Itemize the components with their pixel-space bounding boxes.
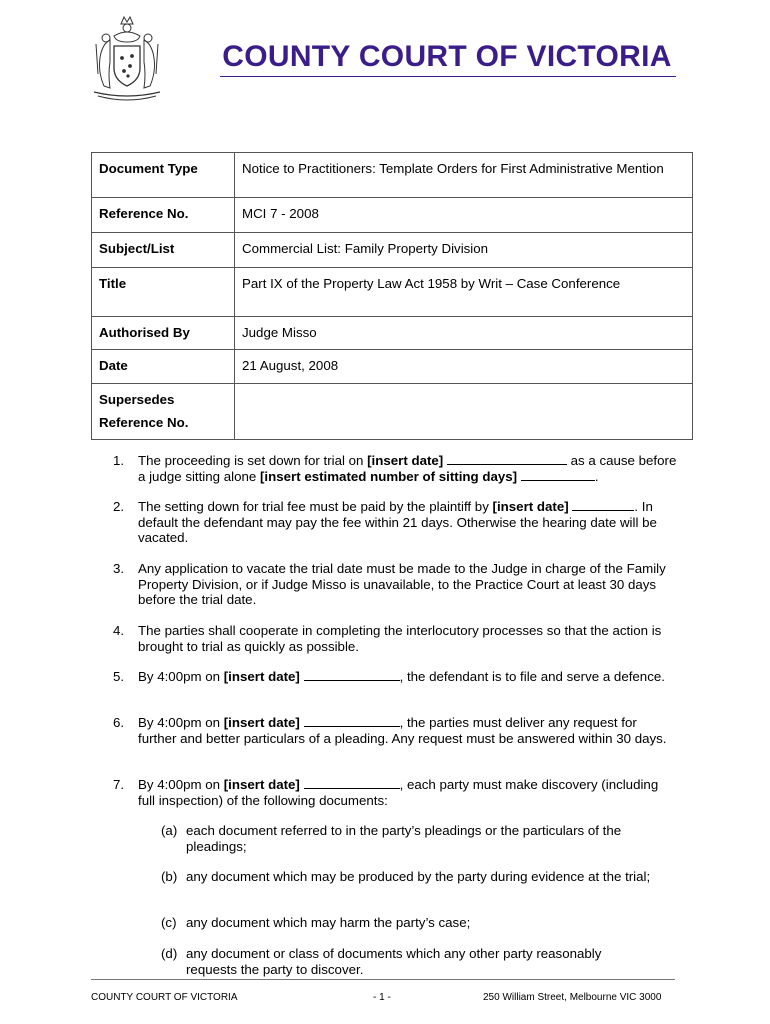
placeholder-date: [insert date] <box>223 715 300 730</box>
supersedes-ref-label: Reference No. <box>99 415 189 430</box>
text-fragment: , the parties must deliver any request for further and better particulars of a pleading. Any request must be answered within 30 days. <box>138 715 667 746</box>
item-text <box>138 715 678 746</box>
sub-item-text: any document or class of documents which any other party reasonably requests the party to discover. <box>186 946 602 977</box>
row-label: Document Type <box>92 153 235 198</box>
text-fragment: By 4:00pm on <box>138 777 224 792</box>
footer-court-name: COUNTY COURT OF VICTORIA <box>91 992 238 1003</box>
placeholder-date: [insert date] <box>223 777 300 792</box>
supersedes-label: Supersedes <box>99 392 175 407</box>
row-label: Subject/List <box>92 233 235 268</box>
row-label: Title <box>92 268 235 317</box>
fill-blank <box>572 499 634 511</box>
item-text <box>138 499 678 546</box>
document-details-table <box>91 152 693 440</box>
table-row <box>92 268 693 317</box>
row-value <box>235 384 693 440</box>
fill-blank <box>521 469 595 481</box>
text-fragment: . <box>594 468 599 484</box>
text-fragment: . In default the defendant may pay the fee within 21 days. Otherwise the hearing date will be vacated. <box>138 499 657 546</box>
title-underline <box>220 76 676 77</box>
text-fragment: The setting down for trial fee must be paid by the plaintiff by <box>138 499 493 514</box>
item-number: 6. <box>113 715 125 730</box>
item-text <box>138 669 678 685</box>
row-value: Notice to Practitioners: Template Orders for First Administrative Mention <box>235 153 693 198</box>
fill-blank <box>447 453 567 465</box>
fill-blank <box>304 715 400 727</box>
table-row <box>92 384 693 440</box>
coat-of-arms-icon <box>88 14 166 102</box>
text-fragment: as a cause before a judge sitting alone <box>138 453 677 484</box>
item-number: 4. <box>113 623 125 638</box>
item-number: 1. <box>113 453 125 468</box>
text-fragment: , the defendant is to file and serve a defence. <box>399 669 665 684</box>
page-number: - 1 - <box>373 992 391 1003</box>
item-text <box>138 453 678 484</box>
item-text: Any application to vacate the trial date must be made to the Judge in charge of the Family Property Division, or if Judge Misso is unavailable, to the Practice Court at least 30 days before the trial date. <box>138 561 666 608</box>
item-text: The parties shall cooperate in completing the interlocutory processes so that the action is brought to trial as quickly as possible. <box>138 623 662 654</box>
placeholder-days: [insert estimated number of sitting days] <box>259 468 518 484</box>
footer-address: 250 William Street, Melbourne VIC 3000 <box>483 992 662 1003</box>
item-number: 7. <box>113 777 125 792</box>
row-value: Judge Misso <box>235 317 693 350</box>
row-label: Date <box>92 350 235 384</box>
fill-blank <box>304 669 400 681</box>
text-fragment: , each party must make discovery (including full inspection) of the following documents: <box>138 777 659 808</box>
text-fragment: By 4:00pm on <box>138 669 224 684</box>
sub-item-letter: (d) <box>161 946 178 961</box>
placeholder-date: [insert date] <box>492 499 569 514</box>
text-fragment: The proceeding is set down for trial on <box>138 453 368 468</box>
placeholder-date: [insert date] <box>367 453 444 468</box>
row-value: Part IX of the Property Law Act 1958 by Writ – Case Conference <box>235 268 693 317</box>
row-label: Reference No. <box>92 198 235 233</box>
row-label: Authorised By <box>92 317 235 350</box>
sub-item-letter: (a) <box>161 823 178 838</box>
item-number: 5. <box>113 669 125 684</box>
table-row <box>92 233 693 268</box>
sub-item-text: any document which may harm the party’s case; <box>186 915 471 930</box>
item-number: 3. <box>113 561 125 576</box>
row-label <box>92 384 235 440</box>
row-value: 21 August, 2008 <box>235 350 693 384</box>
table-row <box>92 198 693 233</box>
table-row <box>92 317 693 350</box>
text-fragment: By 4:00pm on <box>138 715 224 730</box>
table-row <box>92 350 693 384</box>
sub-item-text: any document which may be produced by the party during evidence at the trial; <box>186 869 651 884</box>
item-text <box>138 777 678 808</box>
fill-blank <box>304 777 400 789</box>
footer-divider <box>91 979 675 980</box>
table-row <box>92 153 693 198</box>
sub-item-text: each document referred to in the party’s pleadings or the particulars of the pleadings; <box>186 823 622 854</box>
sub-item-letter: (b) <box>161 869 178 884</box>
row-value: MCI 7 - 2008 <box>235 198 693 233</box>
item-number: 2. <box>113 499 125 514</box>
court-title: COUNTY COURT OF VICTORIA <box>222 40 672 73</box>
placeholder-date: [insert date] <box>223 669 300 684</box>
row-value: Commercial List: Family Property Division <box>235 233 693 268</box>
sub-item-letter: (c) <box>161 915 177 930</box>
